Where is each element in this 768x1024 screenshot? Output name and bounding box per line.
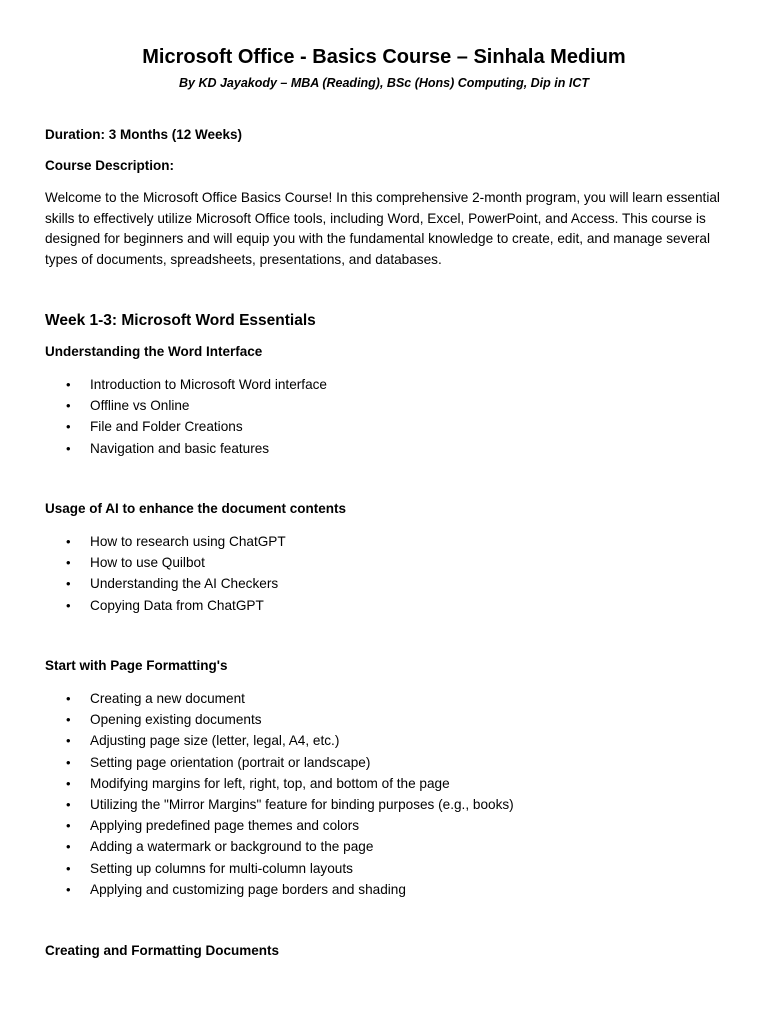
bullet-icon: • — [66, 733, 71, 749]
bullet-icon: • — [66, 398, 71, 414]
list-item-text: Opening existing documents — [90, 712, 262, 728]
bullet-icon: • — [66, 419, 71, 435]
list-item-text: Introduction to Microsoft Word interface — [90, 377, 327, 392]
list-item-text: Navigation and basic features — [90, 440, 270, 456]
description-line: types of documents, spreadsheets, presentations, and databases. — [45, 251, 442, 267]
description-line: Welcome to the Microsoft Office Basics Course! In this comprehensive 2-month program, you will learn essential — [45, 190, 720, 205]
author-byline: By KD Jayakody – MBA (Reading), BSc (Hons) Computing, Dip in ICT — [179, 76, 589, 90]
bullet-icon: • — [66, 377, 71, 392]
list-item-text: How to use Quilbot — [90, 555, 205, 571]
section-heading-word-interface: Understanding the Word Interface — [45, 344, 263, 359]
description-line: designed for beginners and will equip you with the fundamental knowledge to create, edit, and manage several — [45, 231, 711, 246]
list-item-text: Utilizing the "Mirror Margins" feature for binding purposes (e.g., books) — [90, 796, 514, 812]
course-duration: Duration: 3 Months (12 Weeks) — [45, 127, 243, 142]
section-heading-ai-usage: Usage of AI to enhance the document contents — [45, 501, 347, 516]
bullet-icon: • — [66, 839, 71, 855]
bullet-icon: • — [66, 818, 71, 834]
section-heading-page-formatting: Start with Page Formatting's — [45, 658, 228, 673]
bullet-icon: • — [66, 881, 71, 897]
bullet-icon: • — [66, 712, 71, 728]
list-item-text: Creating a new document — [90, 691, 245, 706]
course-description-paragraph — [45, 188, 725, 270]
bullet-icon: • — [66, 597, 71, 613]
list-item-text: Offline vs Online — [90, 398, 190, 414]
bullet-icon: • — [66, 576, 71, 592]
list-item-text: Adjusting page size (letter, legal, A4, etc.) — [90, 733, 340, 749]
list-item-text: Modifying margins for left, right, top, and bottom of the page — [90, 775, 450, 791]
bullet-icon: • — [66, 775, 71, 791]
list-item-text: How to research using ChatGPT — [90, 534, 286, 549]
description-line: skills to effectively utilize Microsoft Office tools, including Word, Excel, PowerPoint, and Access. This course is — [45, 210, 706, 226]
bullet-icon: • — [66, 860, 71, 876]
bullet-icon: • — [66, 691, 71, 706]
list-item-text: Adding a watermark or background to the page — [90, 839, 374, 855]
bullet-icon: • — [66, 754, 71, 770]
list-item-text: Setting up columns for multi-column layouts — [90, 860, 353, 876]
list-item-text: File and Folder Creations — [90, 419, 243, 435]
bullet-icon: • — [66, 534, 71, 549]
bullet-icon: • — [66, 440, 71, 456]
list-item-text: Applying predefined page themes and colors — [90, 818, 360, 834]
list-item-text: Understanding the AI Checkers — [90, 576, 279, 592]
course-description-label: Course Description: — [45, 158, 175, 173]
list-item-text: Setting page orientation (portrait or landscape) — [90, 754, 371, 770]
bullet-icon: • — [66, 555, 71, 571]
list-item-text: Copying Data from ChatGPT — [90, 597, 264, 613]
list-item-text: Applying and customizing page borders and shading — [90, 881, 406, 897]
section-heading-creating-formatting: Creating and Formatting Documents — [45, 943, 280, 958]
week-heading: Week 1-3: Microsoft Word Essentials — [45, 312, 316, 329]
bullet-icon: • — [66, 796, 71, 812]
document-title: Microsoft Office - Basics Course – Sinhala Medium — [142, 46, 626, 68]
